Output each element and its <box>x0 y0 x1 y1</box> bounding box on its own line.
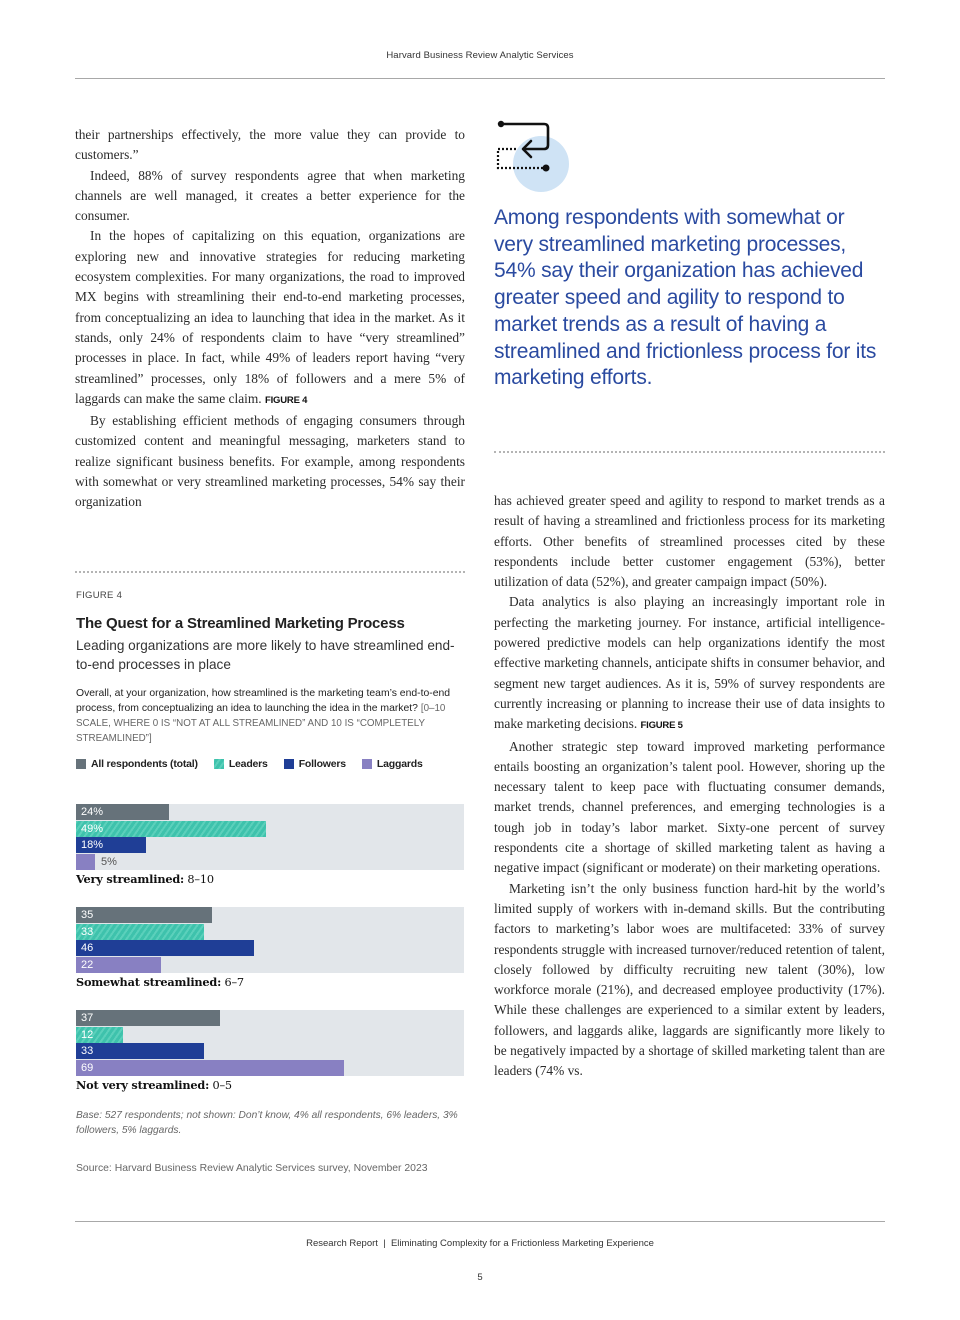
bar-leaders: 49% <box>76 821 266 837</box>
paragraph <box>494 592 885 736</box>
footer <box>0 1238 960 1249</box>
bar-followers: 18% <box>76 837 146 853</box>
page-number: 5 <box>477 1272 483 1283</box>
figure-label: FIGURE 4 <box>76 590 123 601</box>
paragraph: By establishing efficient methods of engaging consumers through customized content and meaningful messaging, marketers stand to realize significant business benefits. For example, among respondents with somewhat or very streamlined marketing processes, 54% say their organization <box>75 413 465 510</box>
paragraph <box>75 226 465 411</box>
legend-item-all <box>76 758 198 770</box>
left-column-body <box>75 125 465 513</box>
bar-group-somewhat-streamlined <box>76 907 464 989</box>
paragraph-text: In the hopes of capitalizing on this equation, organizations are exploring new and innovative strategies for reducing marketing ecosystem complexities. For many organizations, the road to improved MX begins with streamlining their end-to-end marketing processes, from conceptualizing an idea to launching that idea in the market. As it stands, only 24% of respondents claim to have “very streamlined” processes in place. In fact, while 49% of leaders report having “very streamlined” processes, only 18% of followers and a mere 5% of laggards can make the same claim. <box>75 228 465 406</box>
footer-report-label: Research Report <box>306 1238 378 1249</box>
bar-track <box>76 907 464 973</box>
bar-group-very-streamlined <box>76 804 464 886</box>
bar-laggards: 5% <box>76 854 95 870</box>
paragraph: Indeed, 88% of survey respondents agree that when marketing channels are well managed, it creates a better experience for the consumer. <box>75 167 465 224</box>
paragraph: Another strategic step toward improved marketing performance entails boosting an organization’s talent pool. However, shoring up the necessary talent to keep pace with fluctuating consumer demands, market trends, channel preferences, and emerging technologies is a tough job in today’s labor market. Sixty-one percent of survey respondents cite a shortage of skilled marketing talent as having a negative impact (significant or moderate) on their marketing operations. <box>494 738 885 876</box>
survey-question <box>76 686 464 746</box>
legend-swatch <box>214 759 224 769</box>
figure-base-note: Base: 527 respondents; not shown: Don’t know, 4% all respondents, 6% leaders, 3% followers, 5% laggards. <box>76 1110 458 1136</box>
bar-laggards: 22 <box>76 957 161 973</box>
legend-swatch <box>76 759 86 769</box>
bar-leaders: 12 <box>76 1027 123 1043</box>
figure-divider <box>75 571 465 573</box>
figure-subtitle: Leading organizations are more likely to have streamlined end-to-end processes in place <box>76 638 455 672</box>
paragraph-text: Data analytics is also playing an increasingly important role in perfecting the marketing journey. For instance, artificial intelligence-powered predictive models can help organizations identify the most effective marketing channels, anticipate shifts in consumer behavior, and segment new target audiences. As it is, 59% of survey respondents are currently increasing or planning to increase their use of data insights to make marketing decisions. <box>494 594 885 732</box>
footer-rule <box>75 1221 885 1222</box>
bar-all-respondents: 37 <box>76 1010 220 1026</box>
footer-report-title: Eliminating Complexity for a Frictionless Marketing Experience <box>390 1238 654 1249</box>
legend-item-laggards <box>362 758 423 770</box>
group-label: Very streamlined: 8–10 <box>76 872 214 886</box>
paragraph: their partnerships effectively, the more value they can provide to customers.” <box>75 127 465 163</box>
bar-track <box>76 804 464 870</box>
footer-separator: | <box>383 1238 386 1249</box>
legend-swatch <box>284 759 294 769</box>
legend-item-leaders <box>214 758 268 770</box>
group-label: Somewhat streamlined: 6–7 <box>76 975 244 989</box>
legend-label: Leaders <box>228 758 268 770</box>
return-arrow-icon <box>494 118 574 198</box>
running-header: Harvard Business Review Analytic Services <box>386 50 574 61</box>
bar-followers: 33 <box>76 1043 204 1059</box>
bar-all-respondents: 24% <box>76 804 169 820</box>
scale-note: [0–10 SCALE, WHERE 0 IS “NOT AT ALL STREAMLINED” AND 10 IS “COMPLETELY STREAMLINED”] <box>76 703 446 744</box>
pull-quote: Among respondents with somewhat or very streamlined marketing processes, 54% say their organization has achieved greater speed and agility to respond to market trends as a result of having a streamlined and frictionless process for its marketing efforts. <box>494 206 877 390</box>
figure-title: The Quest for a Streamlined Marketing Process <box>76 615 405 632</box>
figure-source: Source: Harvard Business Review Analytic Services survey, November 2023 <box>76 1163 428 1174</box>
bar-group-not-very-streamlined <box>76 1010 464 1092</box>
figure-reference[interactable]: FIGURE 5 <box>640 720 683 732</box>
bar-laggards: 69 <box>76 1060 344 1076</box>
legend-label: Followers <box>298 758 346 770</box>
bar-followers: 46 <box>76 940 254 956</box>
legend-swatch <box>362 759 372 769</box>
bar-leaders: 33 <box>76 924 204 940</box>
group-label: Not very streamlined: 0–5 <box>76 1078 232 1092</box>
bar-track <box>76 1010 464 1076</box>
figure-reference[interactable]: FIGURE 4 <box>265 394 308 406</box>
question-text: Overall, at your organization, how streamlined is the marketing team’s end-to-end process, from conceptualizing an idea to launching the idea in the market? <box>76 688 451 714</box>
pullquote-divider <box>494 451 885 453</box>
legend-label: Laggards <box>376 758 423 770</box>
figure-4 <box>76 590 464 770</box>
legend-label: All respondents (total) <box>91 758 198 770</box>
header-rule <box>75 78 885 79</box>
bar-all-respondents: 35 <box>76 907 212 923</box>
paragraph: Marketing isn’t the only business function hard-hit by the world’s limited supply of workers with in-demand skills. But the contributing factors to marketing’s labor woes are multifaceted: 33% of survey respondents struggle with increased turnover/reduced retention of talent, closely followed by difficulty recruiting new talent (30%), low workforce morale (21%), and decreased employee productivity (17%). While these challenges are experienced to a similar extent by leaders, followers, and laggards alike, laggards are significantly more likely to be negatively impacted by a shortage of skilled marketing talent than are leaders (74% vs. <box>494 880 885 1079</box>
right-column-body <box>494 491 885 1082</box>
paragraph: has achieved greater speed and agility to respond to market trends as a result of having a streamlined and frictionless process for its marketing efforts. Other benefits of streamlined processes cited by these respondents include better customer engagement (53%), better utilization of data (52%), and greater campaign impact (50%). <box>494 493 885 590</box>
legend-item-followers <box>284 758 346 770</box>
chart-legend <box>76 758 464 770</box>
